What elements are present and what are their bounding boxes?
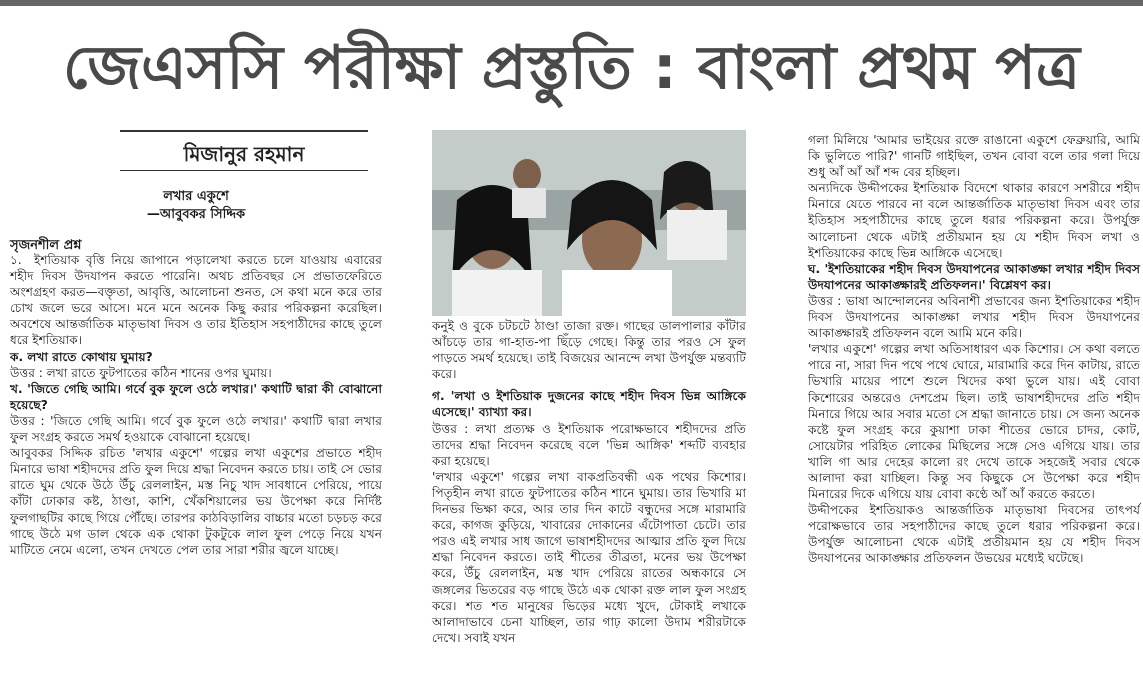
section-heading: সৃজনশীল প্রশ্ন <box>10 238 82 253</box>
question-gha: ঘ. 'ইশতিয়াকের শহীদ দিবস উদযাপনের আকাঙ্ক্ষা লখার শহীদ দিবস উদযাপনের আকাঙ্ক্ষারই প্রতিফলন।' বিশ্লেষণ কর। <box>808 261 1140 292</box>
answer-ga-1: উত্তর : লখা প্রত্যক্ষ ও ইশতিয়াক পরোক্ষভাবে শহীদদের প্রতি তাদের শ্রদ্ধা নিবেদন করেছে বলে 'ভিন্ন আঙ্গিক' শব্দটি ব্যবহার করা হয়েছে। <box>432 421 746 468</box>
passage <box>10 252 382 349</box>
author-rule-bottom <box>120 170 368 171</box>
page-headline: জেএসসি পরীক্ষা প্রস্তুতি : বাংলা প্রথম পত্র <box>63 33 1080 103</box>
author-name: মিজানুর রহমান <box>183 142 305 166</box>
answer-gha-2: 'লখার একুশে' গল্পের লখা অতিসাধারণ এক কিশোর। সে কথা বলতে পারে না, সারা দিন পথে পথে ঘোরে, মারামারি করে দিন কাটায়, রাতে ভিখারি মায়ের পাশে শুলে খিদের কথা ভুলে যায়। এই বোবা কিশোরের অন্তরেও দেশপ্রেম ছিল। তাই ভাষাশহীদদের প্রতি শহীদ মিনারে গিয়ে আর সবার মতো সে শ্রদ্ধা জানাতে চায়। সে জন্য অনেক কষ্টে ফুল সংগ্রহ করে কুয়াশা ঢাকা শীতের ভোরে চাদর, কোট, সোয়েটার পরিহিত লোকের মিছিলের সঙ্গে সেও এগিয়ে যায়। তার খালি গা আর দেহের কালো রং দেখে তাকে সহজেই সবার থেকে আলাদা করা যাচ্ছিল। কিন্তু সব কিছুকে সে উপেক্ষা করে শহীদ মিনারের দিকে এগিয়ে যায় বোবা কণ্ঠে আঁ আঁ করতে করতে। <box>808 342 1140 502</box>
students-photo-illustration <box>432 130 746 316</box>
top-border <box>0 0 1143 6</box>
answer-kha-2: আবুবকর সিদ্দিক রচিত 'লখার একুশে' গল্পের লখা একুশের প্রভাতে শহীদ মিনারে ভাষা শহীদদের প্রতি ফুল দিয়ে শ্রদ্ধা নিবেদন করতে চায়। তাই সে ভোর রাতে ঘুম থেকে উঠে উঁচু রেললাইন, মস্ত নিচু খাদ সাবধানে পেরিয়ে, পায়ে কাঁটা ঢোকার কষ্ট, ঠাণ্ডা, কাশি, খেঁকশিয়ালের ভয় উপেক্ষা করে নির্দিষ্ট ফুলগাছটির কাছে গিয়ে পৌঁছে। তারপর কাঠবিড়ালির বাচ্চার মতো চড়চড় করে গাছে উঠে মগ ডাল থেকে এক থোকা টুকটুকে লাল ফুল পেড়ে নিয়ে যখন মাটিতে নেমে এলো, তখন দেখতে পেল তার সারা শরীর জ্বলে যাচ্ছে। <box>10 446 382 557</box>
answer-ka: উত্তর : লখা রাতে ফুটপাতের কঠিন শানের ওপর ঘুমায়। <box>10 365 272 380</box>
answer-ga-2: 'লখার একুশে' গল্পের লখা বাকপ্রতিবন্ধী এক পথের কিশোর। পিতৃহীন লখা রাতে ফুটপাতের কঠিন শানে ঘুমায়। তার ভিখারি মা দিনভর ভিক্ষা করে, আর তার দিন কাটে বন্ধুদের সঙ্গে মারামারি করে, কাগজ কুড়িয়ে, খাবারের দোকানের এঁটোপাতা চেটে। তার পরও এই লখার সাধ জাগে ভাষাশহীদদের আত্মার প্রতি ফুল দিয়ে শ্রদ্ধা নিবেদন করতে। তাই শীতের তীব্রতা, মনের ভয় উপেক্ষা করে, উঁচু রেললাইন, মস্ত খাদ পেরিয়ে রাতের অন্ধকারে সে জঙ্গলের ভিতরের বড় গাছে উঠে এক থোকা রক্ত লাল ফুল সংগ্রহ করে। শত শত মানুষের ভিড়ের মধ্যে খুদে, টোকাই লখাকে আলাদাভাবে চেনা যাচ্ছিল, তার গাঢ় কালো উদাম শরীরটাকে দেখে। সবাই যখন <box>432 469 746 645</box>
answer-gha-3: উদ্দীপকের ইশতিয়াকও আন্তর্জাতিক মাতৃভাষা দিবসের তাৎপর্য পরোক্ষভাবে তার সহপাঠীদের কাছে তুলে ধরার পরিকল্পনা করে। উপর্যুক্ত আলোচনা থেকে এটাই প্রতীয়মান হয় যে শহীদ দিবস উদযাপনের আকাঙ্ক্ষার প্রতিফলন উভয়ের মধ্যেই ঘটেছে। <box>808 503 1140 566</box>
story-author: —আবুবকর সিদ্দিক <box>146 207 246 222</box>
passage-number: ১. <box>10 253 22 267</box>
story-title: লখার একুশে <box>163 189 229 204</box>
question-kha: খ. 'জিতে গেছি আমি। গর্বে বুক ফুলে ওঠে লখার।' কথাটি দ্বারা কী বোঝানো হয়েছে? <box>10 381 382 412</box>
question-ga: গ. 'লখা ও ইশতিয়াক দুজনের কাছে শহীদ দিবস ভিন্ন আঙ্গিকে এসেছে।' ব্যাখ্যা কর। <box>432 389 746 420</box>
column-1 <box>10 252 382 558</box>
column-3-para-1: গলা মিলিয়ে 'আমার ভাইয়ের রক্তে রাঙানো একুশে ফেব্রুয়ারি, আমি কি ভুলিতে পারি?' গানটি গাইছিল, তখন বোবা বলে তার গলা দিয়ে শুধু আঁ আঁ আঁ শব্দ বের হচ্ছিল। <box>808 133 1140 180</box>
students-photo <box>432 130 746 316</box>
column-2-para-1: কনুই ও বুকে চটচটে ঠাণ্ডা তাজা রক্ত। গাছের ডালপালার কাঁটার আঁচড়ে তার গা-হাত-পা ছিঁড়ে গেছে। কিন্তু তার পরও সে ফুল পাড়তে সমর্থ হয়েছে। তাই বিজয়ের আনন্দে লখা উপর্যুক্ত মন্তব্যটি করে। <box>432 319 746 382</box>
answer-gha-1: উত্তর : ভাষা আন্দোলনের অবিনাশী প্রভাবের জন্য ইশতিয়াকের শহীদ দিবস উদযাপনের আকাঙ্ক্ষা লখার শহীদ দিবস উদযাপনের আকাঙ্ক্ষারই প্রতিফলন বলে আমি মনে করি। <box>808 293 1140 341</box>
answer-kha-1: উত্তর : 'জিতে গেছি আমি। গর্বে বুক ফুলে ওঠে লখার।' কথাটি দ্বারা লখার ফুল সংগ্রহ করতে সমর্থ হওয়াকে বোঝানো হয়েছে। <box>10 413 382 445</box>
column-2 <box>432 318 746 646</box>
passage-text: ইশতিয়াক বৃত্তি নিয়ে জাপানে পড়ালেখা করতে চলে যাওয়ায় এবারের শহীদ দিবস উদযাপন করতে পারেনি। অথচ প্রতিবছর সে প্রভাতফেরিতে অংশগ্রহণ করত—বক্তৃতা, আবৃত্তি, আলোচনা শুনত, সে কথা মনে করে তার চোখ জলে ভরে আসে। মনে মনে অনেক কিছু করার পরিকল্পনা করেছিল। অবশেষে আন্তর্জাতিক মাতৃভাষা দিবস ও তার ইতিহাস সহপাঠীদের কাছে তুলে ধরে ইশতিয়াক। <box>10 253 382 348</box>
column-3-para-2: অন্যদিকে উদ্দীপকের ইশতিয়াক বিদেশে থাকার কারণে সশরীরে শহীদ মিনারে যেতে পারবে না বলে আন্তর্জাতিক মাতৃভাষা দিবস এবং তার ইতিহাস সহপাঠীদের কাছে তুলে ধরার পরিকল্পনা করে। উপর্যুক্ত আলোচনা থেকে এটাই প্রতীয়মান হয় যে শহীদ দিবস লখা ও ইশতিয়াকের কাছে ভিন্ন আঙ্গিকে এসেছে। <box>808 181 1140 260</box>
question-ka: ক. লখা রাতে কোথায় ঘুমায়? <box>10 349 153 364</box>
author-rule-top <box>120 130 368 132</box>
story-heading <box>10 188 382 224</box>
column-3 <box>808 132 1140 567</box>
